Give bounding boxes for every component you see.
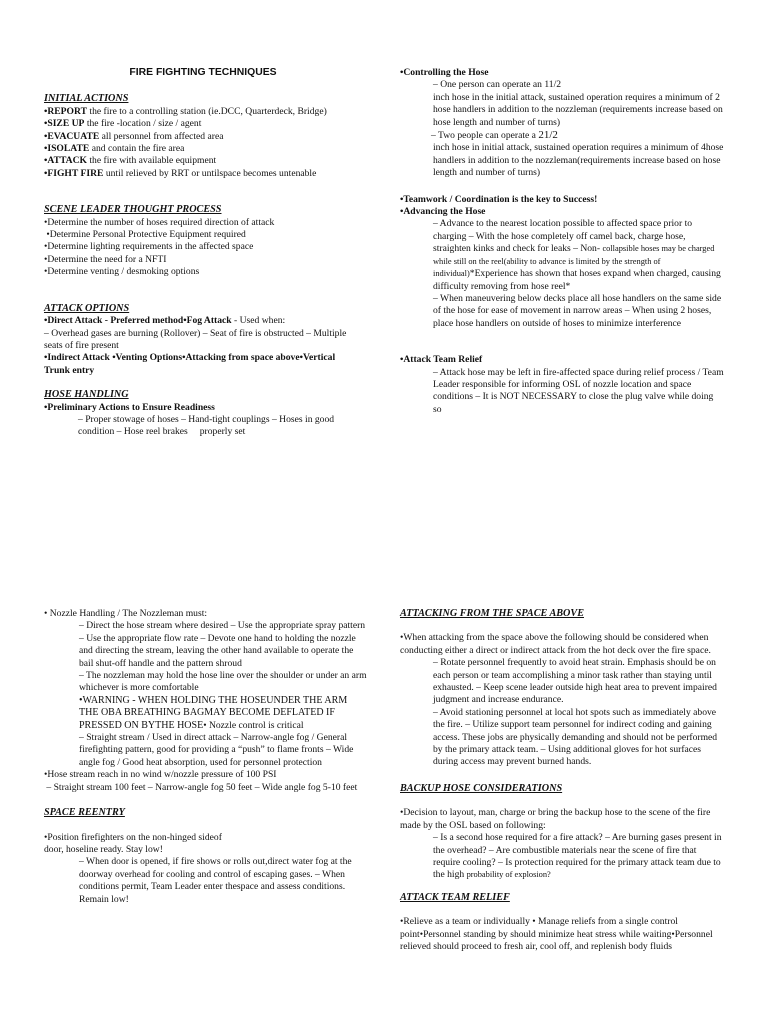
attacking-above-line: •When attacking from the space above the following should be considered when conducting either a direct or indirect attack from the hot deck over the fire space. xyxy=(400,632,711,656)
nozzle-line: – Straight stream / Used in direct attack – Narrow-angle fog / General firefighting pattern, good for providing a “push” to flame fronts – Wide angle fog / Good heat absorption, used for personnel protection xyxy=(79,732,354,768)
controlling-hose-body xyxy=(400,79,724,179)
nozzle-handling-body xyxy=(44,620,368,769)
page-title: FIRE FIGHTING TECHNIQUES xyxy=(129,67,277,78)
space-reentry-line: •Position firefighters on the non-hinged sideof door, hoseline ready. Stay low! xyxy=(44,831,222,855)
initial-action-item: •EVACUATE all personnel from affected area xyxy=(44,130,224,142)
controlling-line: – One person can operate an 11/2 xyxy=(433,79,562,91)
attacking-above-heading: ATTACKING FROM THE SPACE ABOVE xyxy=(400,608,584,619)
nozzle-handling-intro: • Nozzle Handling / The Nozzleman must: xyxy=(44,608,208,619)
initial-actions-list xyxy=(44,106,362,180)
backup-hose-line: – Is a second hose required for a fire attack? – Are burning gases present in the overhead? – Are combustible materials near the scene of fire that require cooling? – Is protection required for the primary attack team due to the high probability of explosion? xyxy=(433,832,722,881)
scene-line: •Determine the need for a NFTI xyxy=(44,253,167,265)
right-top-column xyxy=(400,67,724,416)
controlling-hose-heading: •Controlling the Hose xyxy=(400,67,489,78)
controlling-line: inch hose in initial attack, sustained operation requires a minimum of 4hose handlers in addition to the nozzleman(requirements increase based on hose length and number of turns) xyxy=(433,142,724,179)
nozzle-warning: •WARNING - WHEN HOLDING THE HOSEUNDER THE ARM THE OBA BREATHING BAGMAY BECOME DEFLATED IF PRESSED ON BYTHE HOSE• Nozzle control is critical xyxy=(79,694,348,731)
scene-leader-heading: SCENE LEADER THOUGHT PROCESS xyxy=(44,204,222,216)
attack-team-relief-heading-2: ATTACK TEAM RELIEF xyxy=(400,891,510,903)
direct-attack-line: •Direct Attack - Preferred method•Fog Attack - Used when: xyxy=(44,315,286,327)
advancing-text-2: – When maneuvering below decks place all hose handlers on the same side of the hose for ease of movement in narrow areas – When using 2 hoses, place hose handlers on outside of hoses to minimize interference xyxy=(433,292,722,329)
initial-action-item: •ATTACK the fire with available equipment xyxy=(44,155,217,167)
hose-stream-distances: – Straight stream 100 feet – Narrow-angle fog 50 feet – Wide angle fog 5-10 feet xyxy=(44,781,358,793)
attacking-above-line: – Rotate personnel frequently to avoid heat strain. Emphasis should be on each person or team accomplishing a minor task rather than staying until exhausted. – Keep scene leader outside high heat area to prevent impaired judgment and increase endurance. xyxy=(433,657,717,706)
attack-team-relief-line: •Relieve as a team or individually • Manage reliefs from a single control point•Personnel standing by should minimize heat stress while waiting•Personnel relieved should proceed to fresh air, cool off, and replenish body fluids xyxy=(400,916,713,952)
controlling-line: – Two people can operate a 21/2 xyxy=(431,129,558,142)
teamwork-line: •Teamwork / Coordination is the key to Success! xyxy=(400,193,598,205)
scene-line: •Determine venting / desmoking options xyxy=(44,266,200,278)
attack-options-heading: ATTACK OPTIONS xyxy=(44,302,130,314)
indirect-attack-line: •Indirect Attack •Venting Options•Attacking from space above•Vertical Trunk entry xyxy=(44,352,336,376)
initial-actions-heading: INITIAL ACTIONS xyxy=(44,93,129,105)
left-bottom-column xyxy=(44,608,368,906)
attack-team-relief-heading: •Attack Team Relief xyxy=(400,354,483,366)
hose-handling-heading: HOSE HANDLING xyxy=(44,389,129,401)
nozzle-line: – The nozzleman may hold the hose line over the shoulder or under an arm whichever is more comfortable xyxy=(79,670,367,694)
scene-line: •Determine Personal Protective Equipment required xyxy=(44,229,246,241)
left-top-column xyxy=(44,67,362,439)
preliminary-actions: •Preliminary Actions to Ensure Readiness xyxy=(44,401,215,413)
advancing-hose-heading: •Advancing the Hose xyxy=(400,206,486,218)
preliminary-details: – Proper stowage of hoses – Hand-tight couplings – Hoses in good condition – Hose reel brakes properly set xyxy=(78,413,337,438)
attacking-above-line: – Avoid stationing personnel at local hot spots such as immediately above the fire. – Utilize support team personnel for indirect coding and gaining access. These jobs are physically demanding and should not be performed by the primary attack team. – Using additional gloves for hot surfaces during access may prevent burned hands. xyxy=(433,706,718,768)
right-bottom-column xyxy=(400,608,724,953)
initial-action-item: •SIZE UP the fire -location / size / agent xyxy=(44,118,202,130)
backup-hose-line: •Decision to layout, man, charge or bring the backup hose to the scene of the fire made by the OSL based on following: xyxy=(400,807,711,831)
space-reentry-heading: SPACE REENTRY xyxy=(44,807,125,819)
space-reentry-line: – When door is opened, if fire shows or rolls out,direct water fog at the doorway overhead for cooling and control of escaping gases. – When conditions permit, Team Leader enter thespace and assess conditions. Remain low! xyxy=(79,856,352,905)
attack-team-relief-text: – Attack hose may be left in fire-affected space during relief process / Team Leader responsible for informing OSL of nozzle location and space conditions – It is NOT NECESSARY to close the plug valve while doing so xyxy=(433,366,724,415)
attack-conditions: – Overhead gases are burning (Rollover) – Seat of fire is obstructed – Multiple seats of fire present xyxy=(44,327,347,351)
initial-action-item: •REPORT the fire to a controlling station (ie.DCC, Quarterdeck, Bridge) xyxy=(44,105,327,117)
advancing-hose-body xyxy=(400,218,724,330)
controlling-line: inch hose in the initial attack, sustained operation requires a minimum of 2 hose handlers in addition to the nozzleman (requirements increase based on hose length and number of turns) xyxy=(433,91,723,128)
hose-stream-reach: •Hose stream reach in no wind w/nozzle pressure of 100 PSI xyxy=(44,769,277,781)
initial-action-item: •FIGHT FIRE until relieved by RRT or untilspace becomes untenable xyxy=(44,167,317,179)
nozzle-line: – Direct the hose stream where desired – Use the appropriate spray pattern – Use the appropriate flow rate – Devote one hand to holding the nozzle and directing the stream, leaving the other hand available to operate the bail shut-off handle and the pattern shroud xyxy=(79,620,366,669)
backup-hose-heading: BACKUP HOSE CONSIDERATIONS xyxy=(400,782,563,794)
scene-line: •Determine lighting requirements in the affected space xyxy=(44,241,254,253)
advancing-text: – Advance to the nearest location possible to affected space prior to charging – With the hose completely off camel back, charge hose, straighten kinks and check for leaks – Non- collapsible hoses may be charged while still on the reel(ability to advance is limited by the strength of individual)*Experience has shown that hoses expand when charged, causing difficulty removing from hose reel* xyxy=(433,218,721,292)
initial-action-item: •ISOLATE and contain the fire area xyxy=(44,143,185,155)
scene-line: •Determine the number of hoses required direction of attack xyxy=(44,216,275,228)
